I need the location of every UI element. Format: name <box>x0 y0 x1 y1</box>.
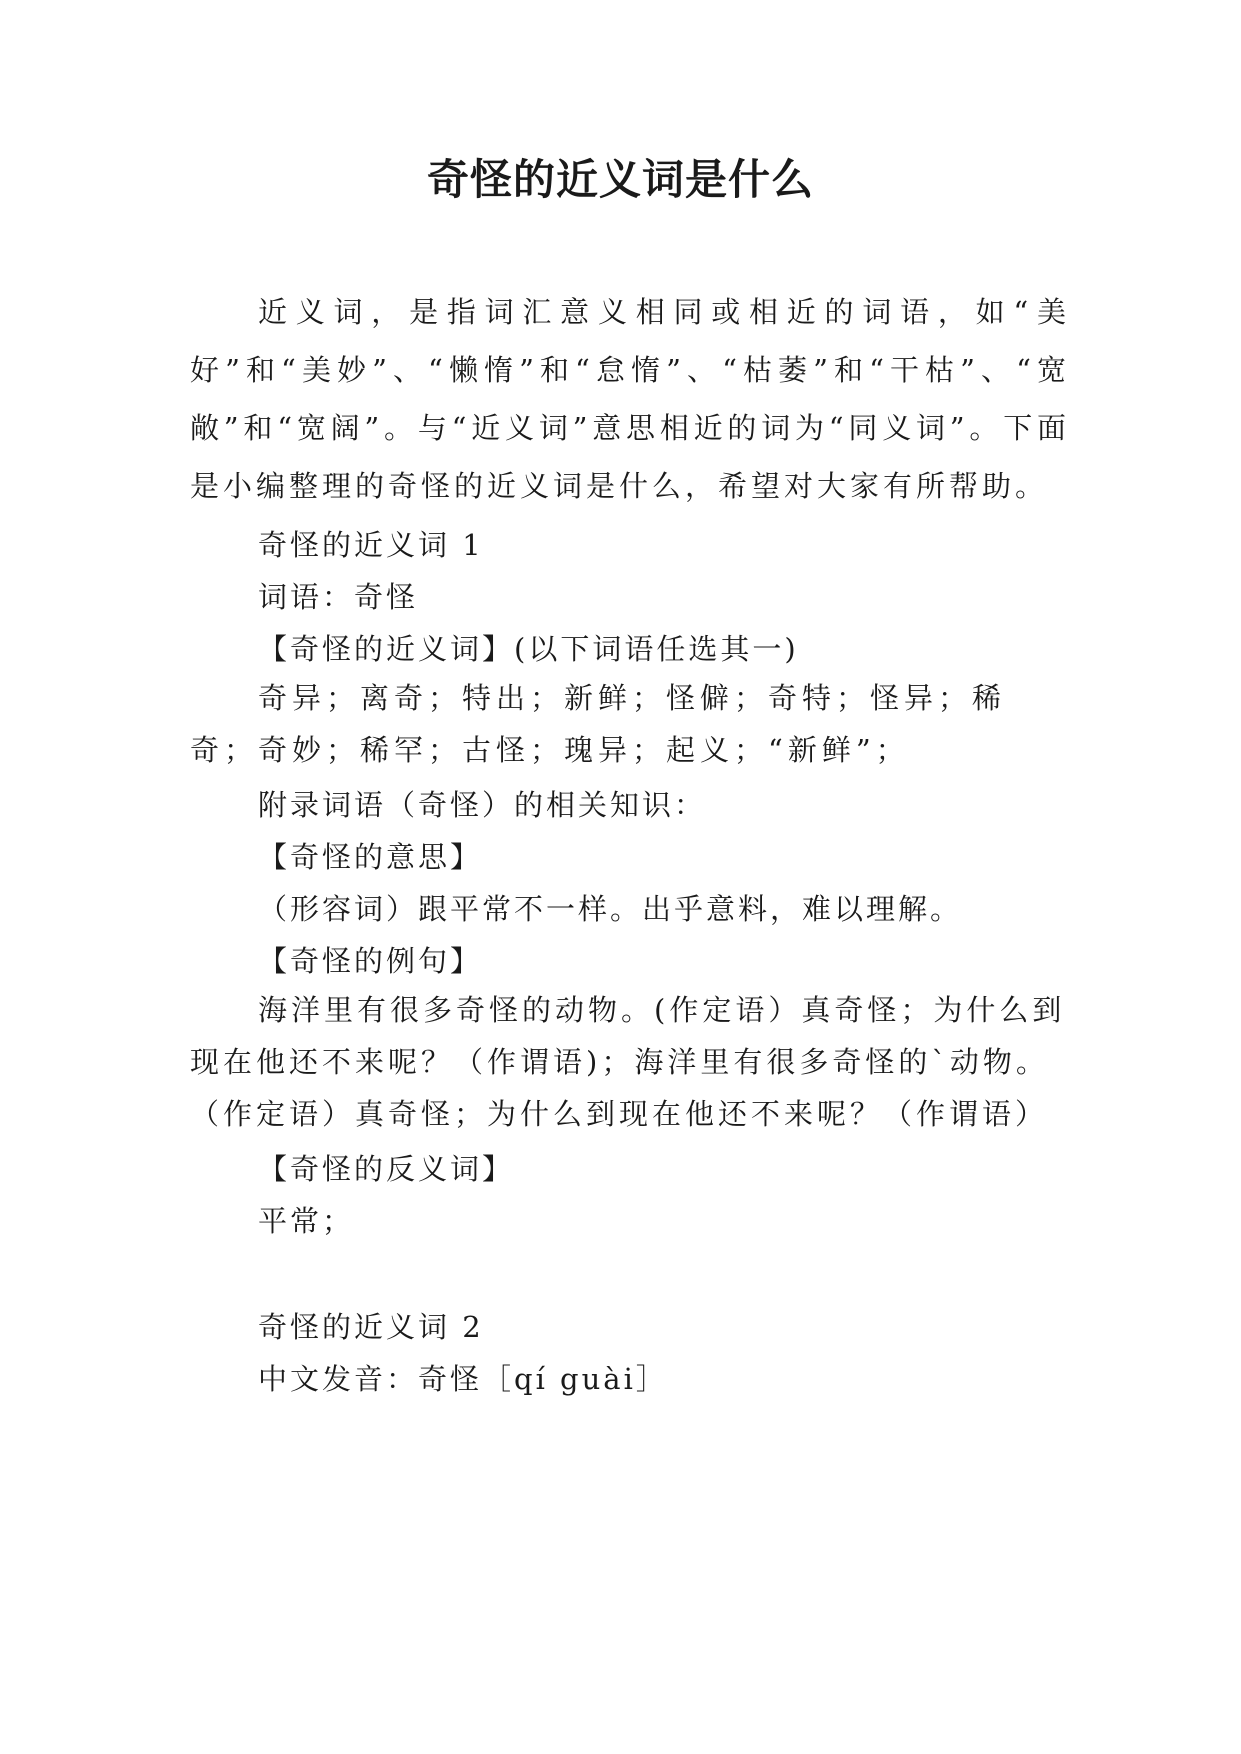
document-title: 奇怪的近义词是什么 <box>426 155 814 204</box>
synonyms-list: 奇异；离奇；特出；新鲜；怪僻；奇特；怪异；稀奇；奇妙；稀罕；古怪；瑰异；起义；“新鲜”； <box>190 681 1007 767</box>
section1-word: 词语：奇怪 <box>258 580 419 614</box>
section2-heading: 奇怪的近义词 2 <box>258 1310 484 1344</box>
examples-text: 海洋里有很多奇怪的动物。(作定语）真奇怪；为什么到现在他还不来呢？（作谓语)；海洋里有很多奇怪的`动物。（作定语）真奇怪；为什么到现在他还不来呢？（作谓语） <box>190 993 1066 1131</box>
meaning-label: 【奇怪的意思】 <box>258 840 483 874</box>
synonyms-label: 【奇怪的近义词】(以下词语任选其一) <box>258 632 799 666</box>
section1-heading: 奇怪的近义词 1 <box>258 528 484 562</box>
antonyms-label: 【奇怪的反义词】 <box>258 1152 515 1186</box>
examples-label: 【奇怪的例句】 <box>258 944 483 978</box>
meaning-text: （形容词）跟平常不一样。出乎意料，难以理解。 <box>258 892 963 926</box>
intro-paragraph: 近义词，是指词汇意义相同或相近的词语，如“美好”和“美妙”、“懒惰”和“怠惰”、“枯萎”和“干枯”、“宽敞”和“宽阔”。与“近义词”意思相近的词为“同义词”。下面是小编整理的奇怪的近义词是什么，希望对大家有所帮助。 <box>190 295 1070 503</box>
appendix-label: 附录词语（奇怪）的相关知识： <box>258 788 707 822</box>
antonyms-text: 平常； <box>258 1204 355 1238</box>
pronunciation-text: 中文发音：奇怪［qí guài］ <box>258 1362 668 1396</box>
